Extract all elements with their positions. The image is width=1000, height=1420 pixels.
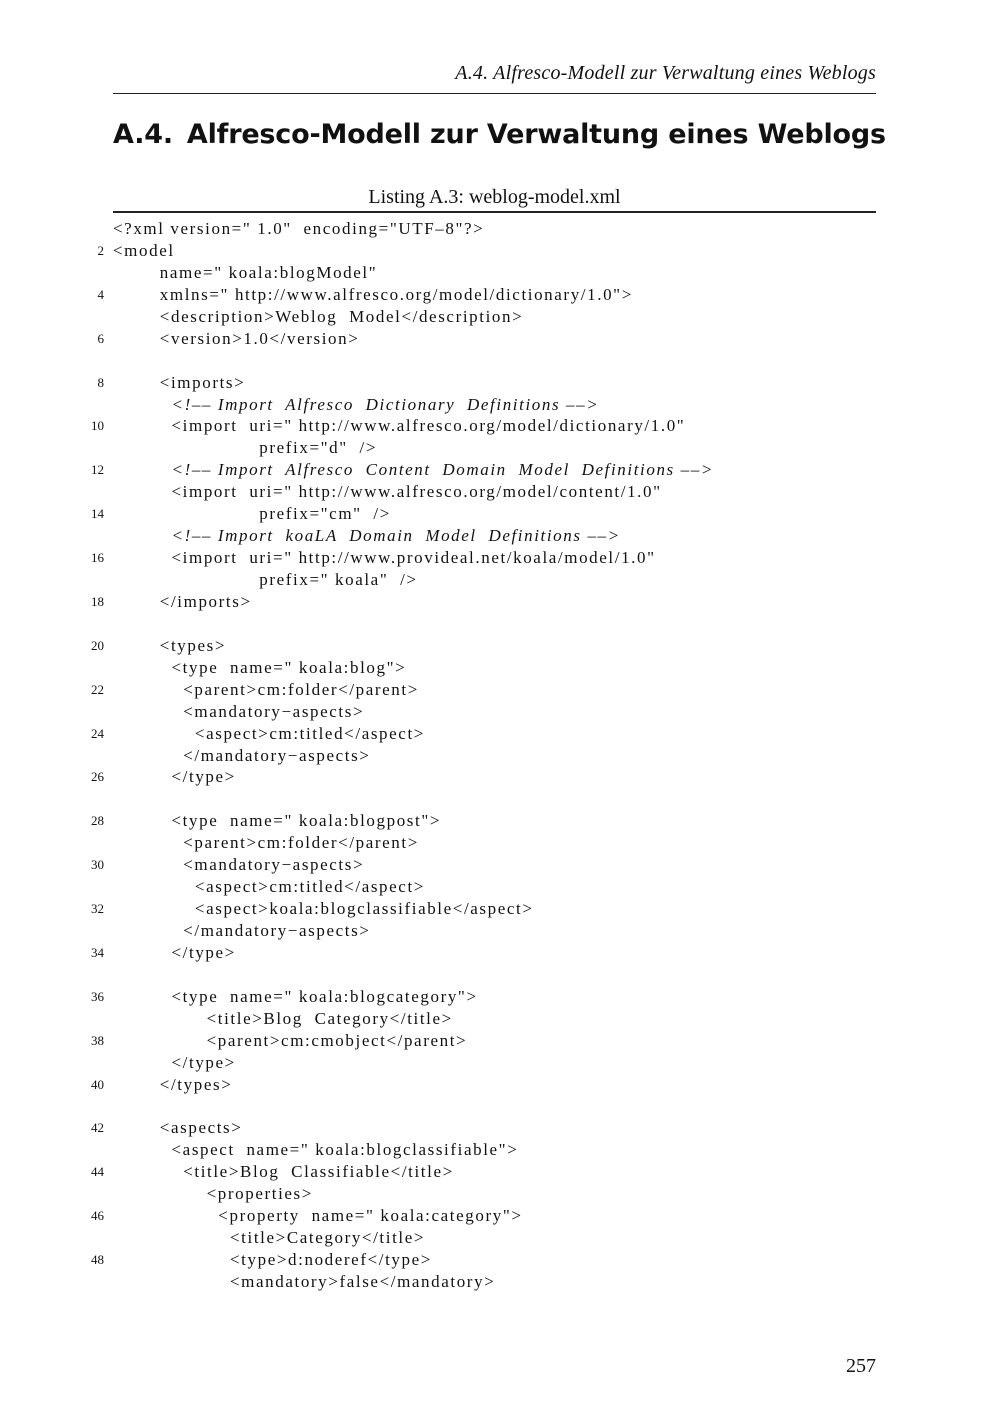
code-text: prefix="cm" /> xyxy=(113,504,391,524)
code-line xyxy=(0,723,1000,745)
code-text: <mandatory>false</mandatory> xyxy=(113,1272,496,1291)
code-line xyxy=(0,394,1000,416)
line-number: 8 xyxy=(97,374,104,390)
code-text: <import uri=" http://www.alfresco.org/model/dictionary/1.0" xyxy=(113,416,686,436)
code-text: </mandatory−aspects> xyxy=(113,921,371,940)
code-text: <import uri=" http://www.provideal.net/koala/model/1.0" xyxy=(113,548,656,568)
code-text: <mandatory−aspects> xyxy=(113,855,365,875)
code-comment: <!–– Import koaLA Domain Model Definitions ––> xyxy=(113,526,621,546)
code-text: <property name=" koala:category"> xyxy=(113,1206,523,1226)
code-text: <parent>cm:folder</parent> xyxy=(113,679,419,699)
code-line xyxy=(0,964,1000,986)
code-text: <title>Blog Classifiable</title> xyxy=(113,1162,454,1182)
code-line xyxy=(0,657,1000,679)
code-line xyxy=(0,481,1000,503)
line-number: 42 xyxy=(91,1120,104,1136)
code-text: name=" koala:blogModel" xyxy=(113,262,378,282)
code-line xyxy=(0,1205,1000,1227)
line-number: 26 xyxy=(91,769,104,785)
caption-rule xyxy=(113,211,876,213)
code-line xyxy=(0,613,1000,635)
code-text: <mandatory−aspects> xyxy=(113,701,365,721)
code-listing xyxy=(0,218,1000,1293)
section-title xyxy=(113,119,886,150)
code-line xyxy=(0,306,1000,328)
line-number: 38 xyxy=(91,1032,104,1048)
code-line xyxy=(0,701,1000,723)
code-text: <properties> xyxy=(113,1184,313,1204)
code-text: <aspect>koala:blogclassifiable</aspect> xyxy=(113,899,534,919)
code-line xyxy=(0,766,1000,788)
code-text: <title>Category</title> xyxy=(113,1228,426,1248)
code-text: </type> xyxy=(113,767,236,787)
section-number: A.4. xyxy=(113,119,173,150)
code-text: <type name=" koala:blog"> xyxy=(113,657,407,677)
line-number: 40 xyxy=(91,1076,104,1092)
code-line xyxy=(0,1161,1000,1183)
code-line xyxy=(0,1074,1000,1096)
code-line xyxy=(0,503,1000,525)
line-number: 46 xyxy=(91,1208,104,1224)
line-number: 30 xyxy=(91,857,104,873)
line-number: 16 xyxy=(91,550,104,566)
line-number: 28 xyxy=(91,813,104,829)
line-number: 32 xyxy=(91,901,104,917)
code-line xyxy=(0,942,1000,964)
line-number: 24 xyxy=(91,725,104,741)
code-line xyxy=(0,986,1000,1008)
line-number: 14 xyxy=(91,506,104,522)
code-line xyxy=(0,415,1000,437)
code-text: xmlns=" http://www.alfresco.org/model/dictionary/1.0"> xyxy=(113,284,633,304)
line-number: 34 xyxy=(91,944,104,960)
code-line xyxy=(0,459,1000,481)
code-line xyxy=(0,635,1000,657)
code-line xyxy=(0,437,1000,459)
code-line xyxy=(0,1271,1000,1293)
code-text: </type> xyxy=(113,942,236,962)
code-line xyxy=(0,262,1000,284)
code-text: </imports> xyxy=(113,591,252,611)
line-number: 36 xyxy=(91,988,104,1004)
code-line xyxy=(0,810,1000,832)
code-text: <version>1.0</version> xyxy=(113,328,360,348)
code-comment: <!–– Import Alfresco Dictionary Definitions ––> xyxy=(113,394,600,414)
code-line xyxy=(0,525,1000,547)
code-line xyxy=(0,788,1000,810)
code-line xyxy=(0,1117,1000,1139)
code-line xyxy=(0,350,1000,372)
line-number: 18 xyxy=(91,593,104,609)
code-line xyxy=(0,920,1000,942)
code-text: <aspects> xyxy=(113,1118,243,1138)
code-line xyxy=(0,1183,1000,1205)
code-text: <aspect>cm:titled</aspect> xyxy=(113,877,425,897)
code-text: <imports> xyxy=(113,372,246,392)
line-number: 10 xyxy=(91,418,104,434)
line-number: 22 xyxy=(91,681,104,697)
section-title-text: Alfresco-Modell zur Verwaltung eines Weblogs xyxy=(186,119,886,150)
code-text: <model xyxy=(113,240,175,260)
code-line xyxy=(0,569,1000,591)
code-line xyxy=(0,547,1000,569)
line-number: 48 xyxy=(91,1252,104,1268)
line-number: 4 xyxy=(97,286,104,302)
code-line xyxy=(0,876,1000,898)
code-text: prefix="d" /> xyxy=(113,438,378,458)
code-line xyxy=(0,240,1000,262)
line-number: 2 xyxy=(97,242,104,258)
header-rule xyxy=(113,93,876,94)
code-text: <type name=" koala:blogpost"> xyxy=(113,811,442,831)
code-text: <aspect>cm:titled</aspect> xyxy=(113,723,425,743)
code-text: </types> xyxy=(113,1074,233,1094)
code-line xyxy=(0,1008,1000,1030)
code-text: <parent>cm:folder</parent> xyxy=(113,833,419,853)
listing-caption: Listing A.3: weblog-model.xml xyxy=(368,186,621,208)
code-text: <types> xyxy=(113,635,227,655)
code-line xyxy=(0,1030,1000,1052)
code-line xyxy=(0,218,1000,240)
code-line xyxy=(0,591,1000,613)
code-line xyxy=(0,328,1000,350)
line-number: 44 xyxy=(91,1164,104,1180)
line-number: 20 xyxy=(91,637,104,653)
code-line xyxy=(0,745,1000,767)
running-header: A.4. Alfresco-Modell zur Verwaltung eines Weblogs xyxy=(455,62,876,84)
code-line xyxy=(0,1249,1000,1271)
line-number: 12 xyxy=(91,462,104,478)
code-line xyxy=(0,832,1000,854)
code-line xyxy=(0,1096,1000,1118)
code-line xyxy=(0,1052,1000,1074)
code-text: <title>Blog Category</title> xyxy=(113,1008,453,1028)
code-text: <description>Weblog Model</description> xyxy=(113,306,524,326)
code-line xyxy=(0,1227,1000,1249)
code-line xyxy=(0,1139,1000,1161)
code-text: </type> xyxy=(113,1052,236,1072)
code-text: prefix=" koala" /> xyxy=(113,570,418,589)
line-number: 6 xyxy=(97,330,104,346)
code-line xyxy=(0,372,1000,394)
code-text: <?xml version=" 1.0" encoding="UTF–8"?> xyxy=(113,219,485,238)
code-text: </mandatory−aspects> xyxy=(113,745,371,765)
code-comment: <!–– Import Alfresco Content Domain Model Definitions ––> xyxy=(113,460,714,480)
code-text: <import uri=" http://www.alfresco.org/model/content/1.0" xyxy=(113,482,662,502)
page-number: 257 xyxy=(846,1355,876,1377)
code-text: <type name=" koala:blogcategory"> xyxy=(113,986,478,1006)
code-text: <aspect name=" koala:blogclassifiable"> xyxy=(113,1140,519,1160)
code-line xyxy=(0,284,1000,306)
code-text: <type>d:noderef</type> xyxy=(113,1250,432,1270)
code-line xyxy=(0,679,1000,701)
code-line xyxy=(0,854,1000,876)
code-line xyxy=(0,898,1000,920)
code-text: <parent>cm:cmobject</parent> xyxy=(113,1030,468,1050)
